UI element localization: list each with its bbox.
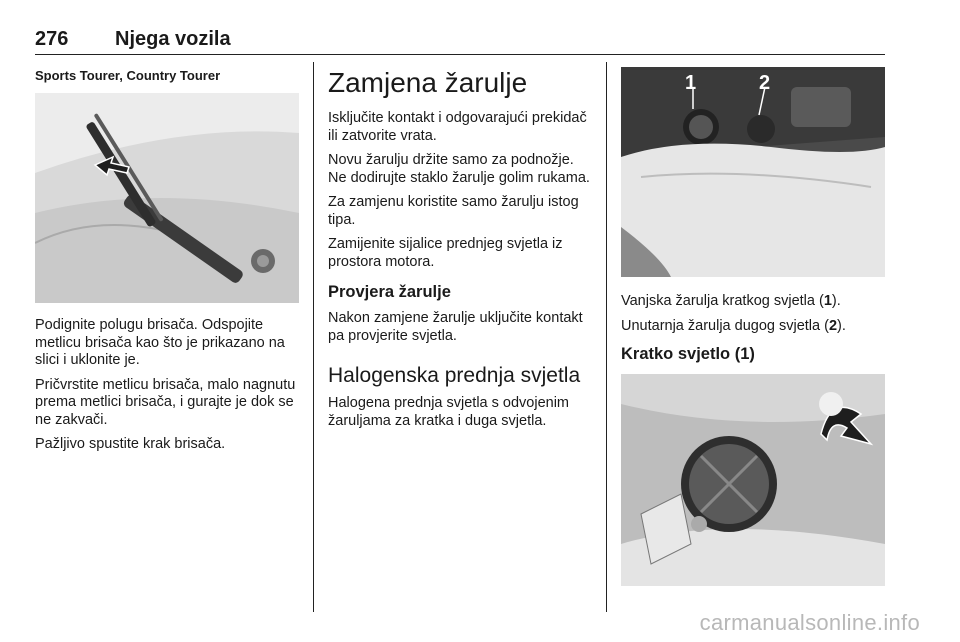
wiper-illustration: [35, 93, 299, 303]
figure-label: 2: [759, 72, 771, 94]
column-divider: [313, 62, 314, 612]
caption-line: Vanjska žarulja kratkog svjetla (1).: [621, 293, 841, 309]
subsection-title: Kratko svjetlo (1): [621, 345, 755, 363]
lowbeam-illustration: [621, 374, 885, 586]
paragraph: Za zamjenu koristite samo žarulju istog tipa.: [328, 194, 579, 228]
bulb-cover-drawing: [621, 374, 885, 586]
chapter-title: Njega vozila: [115, 28, 231, 50]
figure-subtitle: Sports Tourer, Country Tourer: [35, 68, 221, 83]
headlight-drawing: [621, 67, 885, 277]
watermark: carmanualsonline.info: [699, 610, 920, 635]
paragraph: Pažljivo spustite krak brisača.: [35, 436, 226, 452]
page-header: [35, 24, 885, 55]
section-title: Zamjena žarulje: [328, 67, 528, 98]
paragraph: Pričvrstite metlicu brisača, malo nagnutu prema metlici brisača, i gurajte je dok se ne zakvači.: [35, 376, 296, 428]
paragraph: Zamijenite sijalice prednjeg svjetla iz prostora motora.: [328, 236, 563, 270]
column-left: [35, 64, 299, 461]
paragraph: Halogena prednja svjetla s odvojenim žaruljama za kratka i duga svjetla.: [328, 395, 570, 429]
paragraph: Novu žarulju držite samo za podnožje. Ne dodirujte staklo žarulje golim rukama.: [328, 152, 590, 186]
subsection-title: Provjera žarulje: [328, 283, 451, 301]
page-number: 276: [35, 28, 69, 50]
subsection-title: Halogenska prednja svjetla: [328, 364, 581, 387]
paragraph: Nakon zamjene žarulje uključite kontakt pa provjerite svjetla.: [328, 310, 583, 344]
column-right: [621, 67, 887, 586]
engine-bay-illustration: [621, 67, 885, 277]
paragraph: Isključite kontakt i odgovarajući prekidač ili zatvorite vrata.: [328, 110, 587, 144]
column-middle: [328, 64, 590, 437]
caption-line: Unutarnja žarulja dugog svjetla (2).: [621, 317, 846, 334]
paragraph: Podignite polugu brisača. Odspojite metlicu brisača kao što je prikazano na slici i uklonite je.: [35, 317, 285, 368]
figure-label: 1: [685, 72, 697, 94]
column-divider: [606, 62, 607, 612]
wiper-drawing: [35, 93, 299, 303]
